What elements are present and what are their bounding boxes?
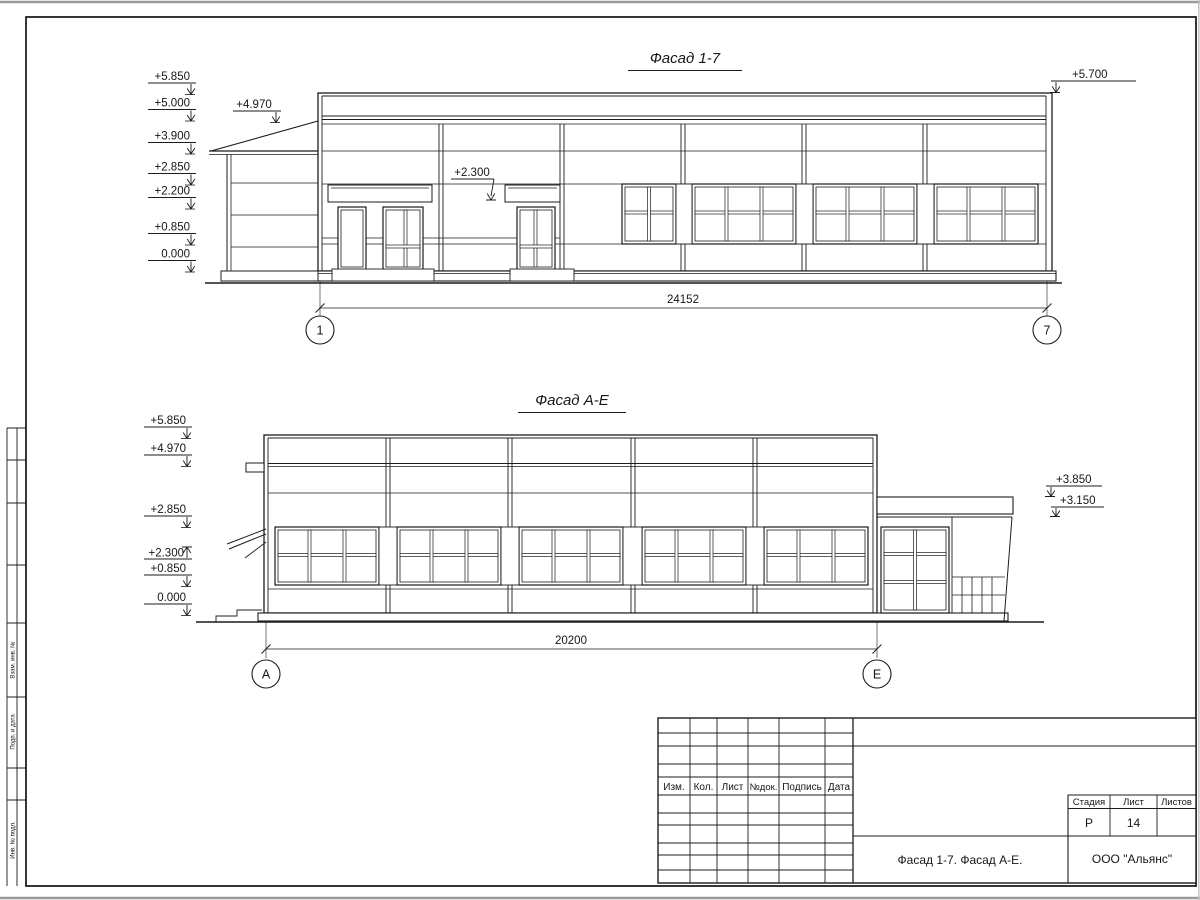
level-mark: +5.850 — [154, 71, 190, 83]
window — [934, 184, 1038, 244]
axis-bubble-label: 1 — [316, 323, 324, 338]
window — [764, 527, 868, 585]
window — [642, 527, 746, 585]
level-mark: +2.300 — [454, 167, 490, 179]
level-mark: +2.200 — [154, 185, 190, 198]
level-mark: +4.970 — [236, 99, 272, 111]
stamp-col-list: Лист — [721, 782, 744, 793]
dimension-text: 24152 — [667, 294, 699, 306]
facade-a-e-drawing — [144, 392, 1104, 688]
level-mark: 0.000 — [161, 248, 190, 261]
level-mark: +2.850 — [150, 504, 186, 516]
window — [397, 527, 501, 585]
side-strip-label: Инв. № подл. — [10, 821, 17, 859]
level-mark: +3.900 — [154, 130, 190, 143]
stamp-doc-title: Фасад 1-7. Фасад А-Е. — [897, 853, 1023, 867]
facade-a-e-title: Фасад А-Е — [535, 392, 609, 409]
stamp-sheet-value: 14 — [1126, 816, 1141, 830]
side-strip-label: Подп. и дата — [10, 714, 17, 750]
level-mark: +0.850 — [154, 221, 190, 234]
level-mark: +5.850 — [150, 415, 186, 427]
level-mark: +2.850 — [154, 161, 190, 174]
beam — [246, 463, 264, 472]
facade-1-7-dimension — [306, 281, 1061, 344]
stamp-col-data: Дата — [827, 782, 851, 793]
stamp-stage-value: Р — [1084, 816, 1094, 830]
side-strip-label: Взам. инв. № — [10, 641, 17, 679]
window — [519, 527, 623, 585]
axis-bubble-label: Е — [872, 667, 882, 682]
level-mark: +2.300 — [148, 547, 184, 560]
axis-bubble-label: А — [261, 667, 271, 682]
window — [813, 184, 917, 244]
stamp-sheet-label: Лист — [1123, 797, 1144, 808]
stamp-stage-label: Стадия — [1072, 797, 1106, 808]
facade-1-7-title: Фасад 1-7 — [649, 50, 721, 67]
level-mark: 0.000 — [157, 592, 186, 604]
facade-1-7-drawing — [148, 50, 1136, 344]
facade-a-e-dimension — [252, 621, 891, 688]
porch — [209, 121, 318, 281]
stamp-col-podpis: Подпись — [782, 782, 822, 793]
level-mark: +4.970 — [150, 443, 186, 455]
dimension-text: 20200 — [555, 635, 587, 647]
level-mark: +5.000 — [154, 97, 190, 110]
stamp-col-izm: Изм. — [663, 782, 685, 793]
window — [275, 527, 379, 585]
stamp-col-ndok: №док. — [749, 782, 778, 793]
annex — [877, 497, 1013, 621]
window — [692, 184, 796, 244]
axis-bubble-label: 7 — [1043, 323, 1051, 338]
level-mark: +5.700 — [1072, 69, 1108, 81]
window — [622, 184, 676, 244]
stamp-sheets-label: Листов — [1161, 797, 1192, 808]
entry-canopy — [227, 529, 266, 558]
stamp-organization: ООО "Альянс" — [1091, 852, 1173, 866]
title-block — [658, 718, 1196, 883]
side-strip — [7, 428, 26, 886]
stamp-col-kol: Кол. — [693, 782, 714, 793]
entry-steps — [216, 610, 262, 622]
level-mark: +3.850 — [1056, 474, 1092, 486]
level-mark: +0.850 — [150, 563, 186, 575]
level-mark: +3.150 — [1060, 495, 1096, 507]
window — [881, 527, 949, 613]
